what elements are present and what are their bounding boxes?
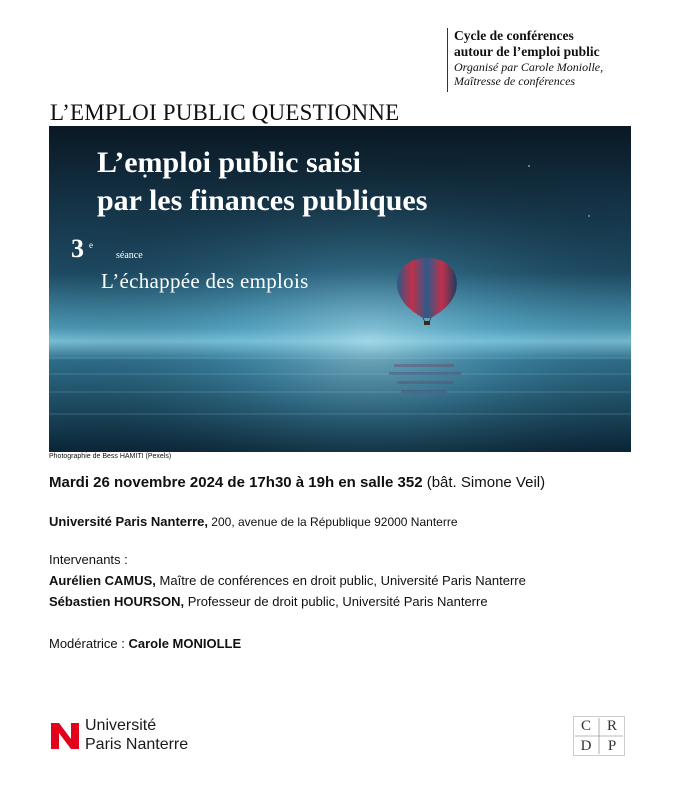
event-venue (49, 514, 458, 529)
speaker-name: Sébastien HOURSON, (49, 594, 185, 609)
session-number: 3 (71, 234, 84, 263)
cycle-organizer-title: Maîtresse de conférences (454, 74, 576, 88)
university-logo-text (85, 716, 188, 754)
moderator (49, 636, 241, 651)
university-logo-line-2: Paris Nanterre (85, 736, 189, 753)
speaker-item (49, 573, 526, 588)
event-date-bold: Mardi 26 novembre 2024 de 17h30 à 19h en salle 352 (49, 474, 423, 491)
speaker-role: Professeur de droit public, Université Paris Nanterre (184, 594, 488, 609)
conference-cycle-block (447, 28, 679, 92)
crdp-logo (573, 716, 625, 756)
banner-title-line-1: L’emploi public saisi (97, 146, 361, 179)
crdp-letter: D (580, 738, 592, 754)
session-ordinal-suffix: e (89, 240, 93, 250)
event-date (49, 473, 639, 492)
photo-credit: Photographie de Bess HAMITI (Pexels) (49, 453, 172, 460)
speaker-item (49, 594, 488, 609)
banner-title (97, 144, 427, 220)
banner-subtitle: L’échappée des emplois (101, 269, 309, 293)
cycle-subtitle: autour de l’emploi public (454, 44, 600, 59)
banner-title-line-2: par les finances publiques (97, 184, 428, 217)
session-word: séance (116, 250, 143, 261)
speaker-role: Maître de conférences en droit public, Université Paris Nanterre (155, 573, 526, 588)
university-logo (49, 716, 219, 756)
speaker-name: Aurélien CAMUS, (49, 573, 156, 588)
crdp-letters (573, 716, 625, 756)
crdp-letter: P (607, 738, 617, 754)
crdp-letter: R (606, 718, 617, 734)
university-logo-line-1: Université (85, 717, 157, 734)
page-heading: L’EMPLOI PUBLIC QUESTIONNE (50, 100, 400, 125)
moderator-label: Modératrice : (49, 636, 129, 651)
venue-address: 200, avenue de la République 92000 Nanterre (207, 515, 458, 529)
banner-image (49, 126, 631, 452)
venue-name: Université Paris Nanterre, (49, 514, 208, 529)
speakers-label: Intervenants : (49, 552, 128, 567)
moderator-name: Carole MONIOLLE (128, 636, 242, 651)
cycle-organizer: Organisé par Carole Moniolle, (454, 60, 604, 74)
crdp-letter: C (580, 718, 591, 734)
cycle-title: Cycle de conférences (454, 28, 574, 43)
event-date-rest: (bât. Simone Veil) (422, 474, 546, 491)
university-n-mark-icon (49, 719, 81, 751)
